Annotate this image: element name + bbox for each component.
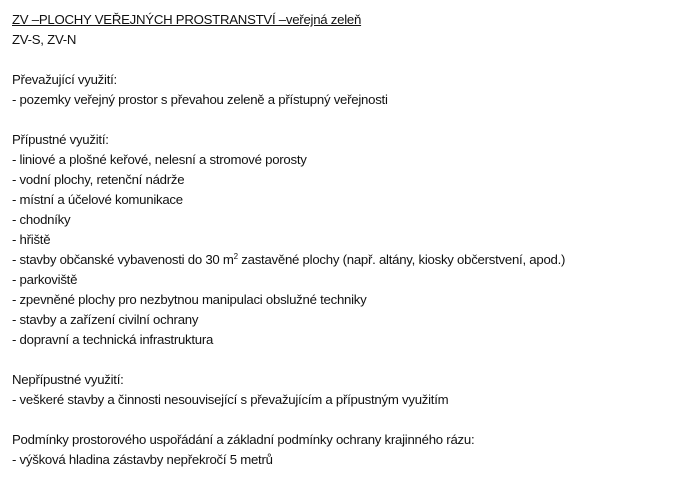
spacer bbox=[12, 410, 692, 430]
list-item: - chodníky bbox=[12, 212, 71, 227]
prohibited-use-section bbox=[12, 370, 692, 410]
spacer bbox=[12, 350, 692, 370]
list-item: - veškeré stavby a činnosti nesouvisející s převažujícím a přípustným využitím bbox=[12, 392, 449, 407]
section-heading: Podmínky prostorového uspořádání a základní podmínky ochrany krajinného rázu: bbox=[12, 432, 475, 447]
list-item: - hřiště bbox=[12, 232, 51, 247]
list-item: - parkoviště bbox=[12, 272, 78, 287]
superscript: 2 bbox=[233, 252, 238, 261]
spacer bbox=[12, 50, 692, 70]
list-item-text: - stavby občanské vybavenosti do 30 m bbox=[12, 252, 234, 267]
list-item bbox=[12, 250, 692, 270]
document-title: ZV –PLOCHY VEŘEJNÝCH PROSTRANSTVÍ –veřejná zeleň bbox=[12, 12, 362, 27]
list-item: - zpevněné plochy pro nezbytnou manipulaci obslužné techniky bbox=[12, 292, 367, 307]
list-item: - stavby a zařízení civilní ochrany bbox=[12, 312, 199, 327]
list-item: - liniové a plošné keřové, nelesní a stromové porosty bbox=[12, 152, 307, 167]
document bbox=[12, 10, 692, 470]
primary-use-section bbox=[12, 70, 692, 110]
list-item: - pozemky veřejný prostor s převahou zeleně a přístupný veřejnosti bbox=[12, 92, 388, 107]
list-item: - místní a účelové komunikace bbox=[12, 192, 183, 207]
list-item-text: zastavěné plochy (např. altány, kiosky občerstvení, apod.) bbox=[237, 252, 566, 267]
zone-codes: ZV-S, ZV-N bbox=[12, 32, 77, 47]
spacer bbox=[12, 110, 692, 130]
section-heading: Přípustné využití: bbox=[12, 132, 109, 147]
section-heading: Nepřípustné využití: bbox=[12, 372, 124, 387]
list-item: - dopravní a technická infrastruktura bbox=[12, 332, 214, 347]
permitted-use-section bbox=[12, 130, 692, 350]
section-heading: Převažující využití: bbox=[12, 72, 117, 87]
list-item: - vodní plochy, retenční nádrže bbox=[12, 172, 185, 187]
list-item: - výšková hladina zástavby nepřekročí 5 metrů bbox=[12, 452, 273, 467]
spatial-conditions-section bbox=[12, 430, 692, 470]
